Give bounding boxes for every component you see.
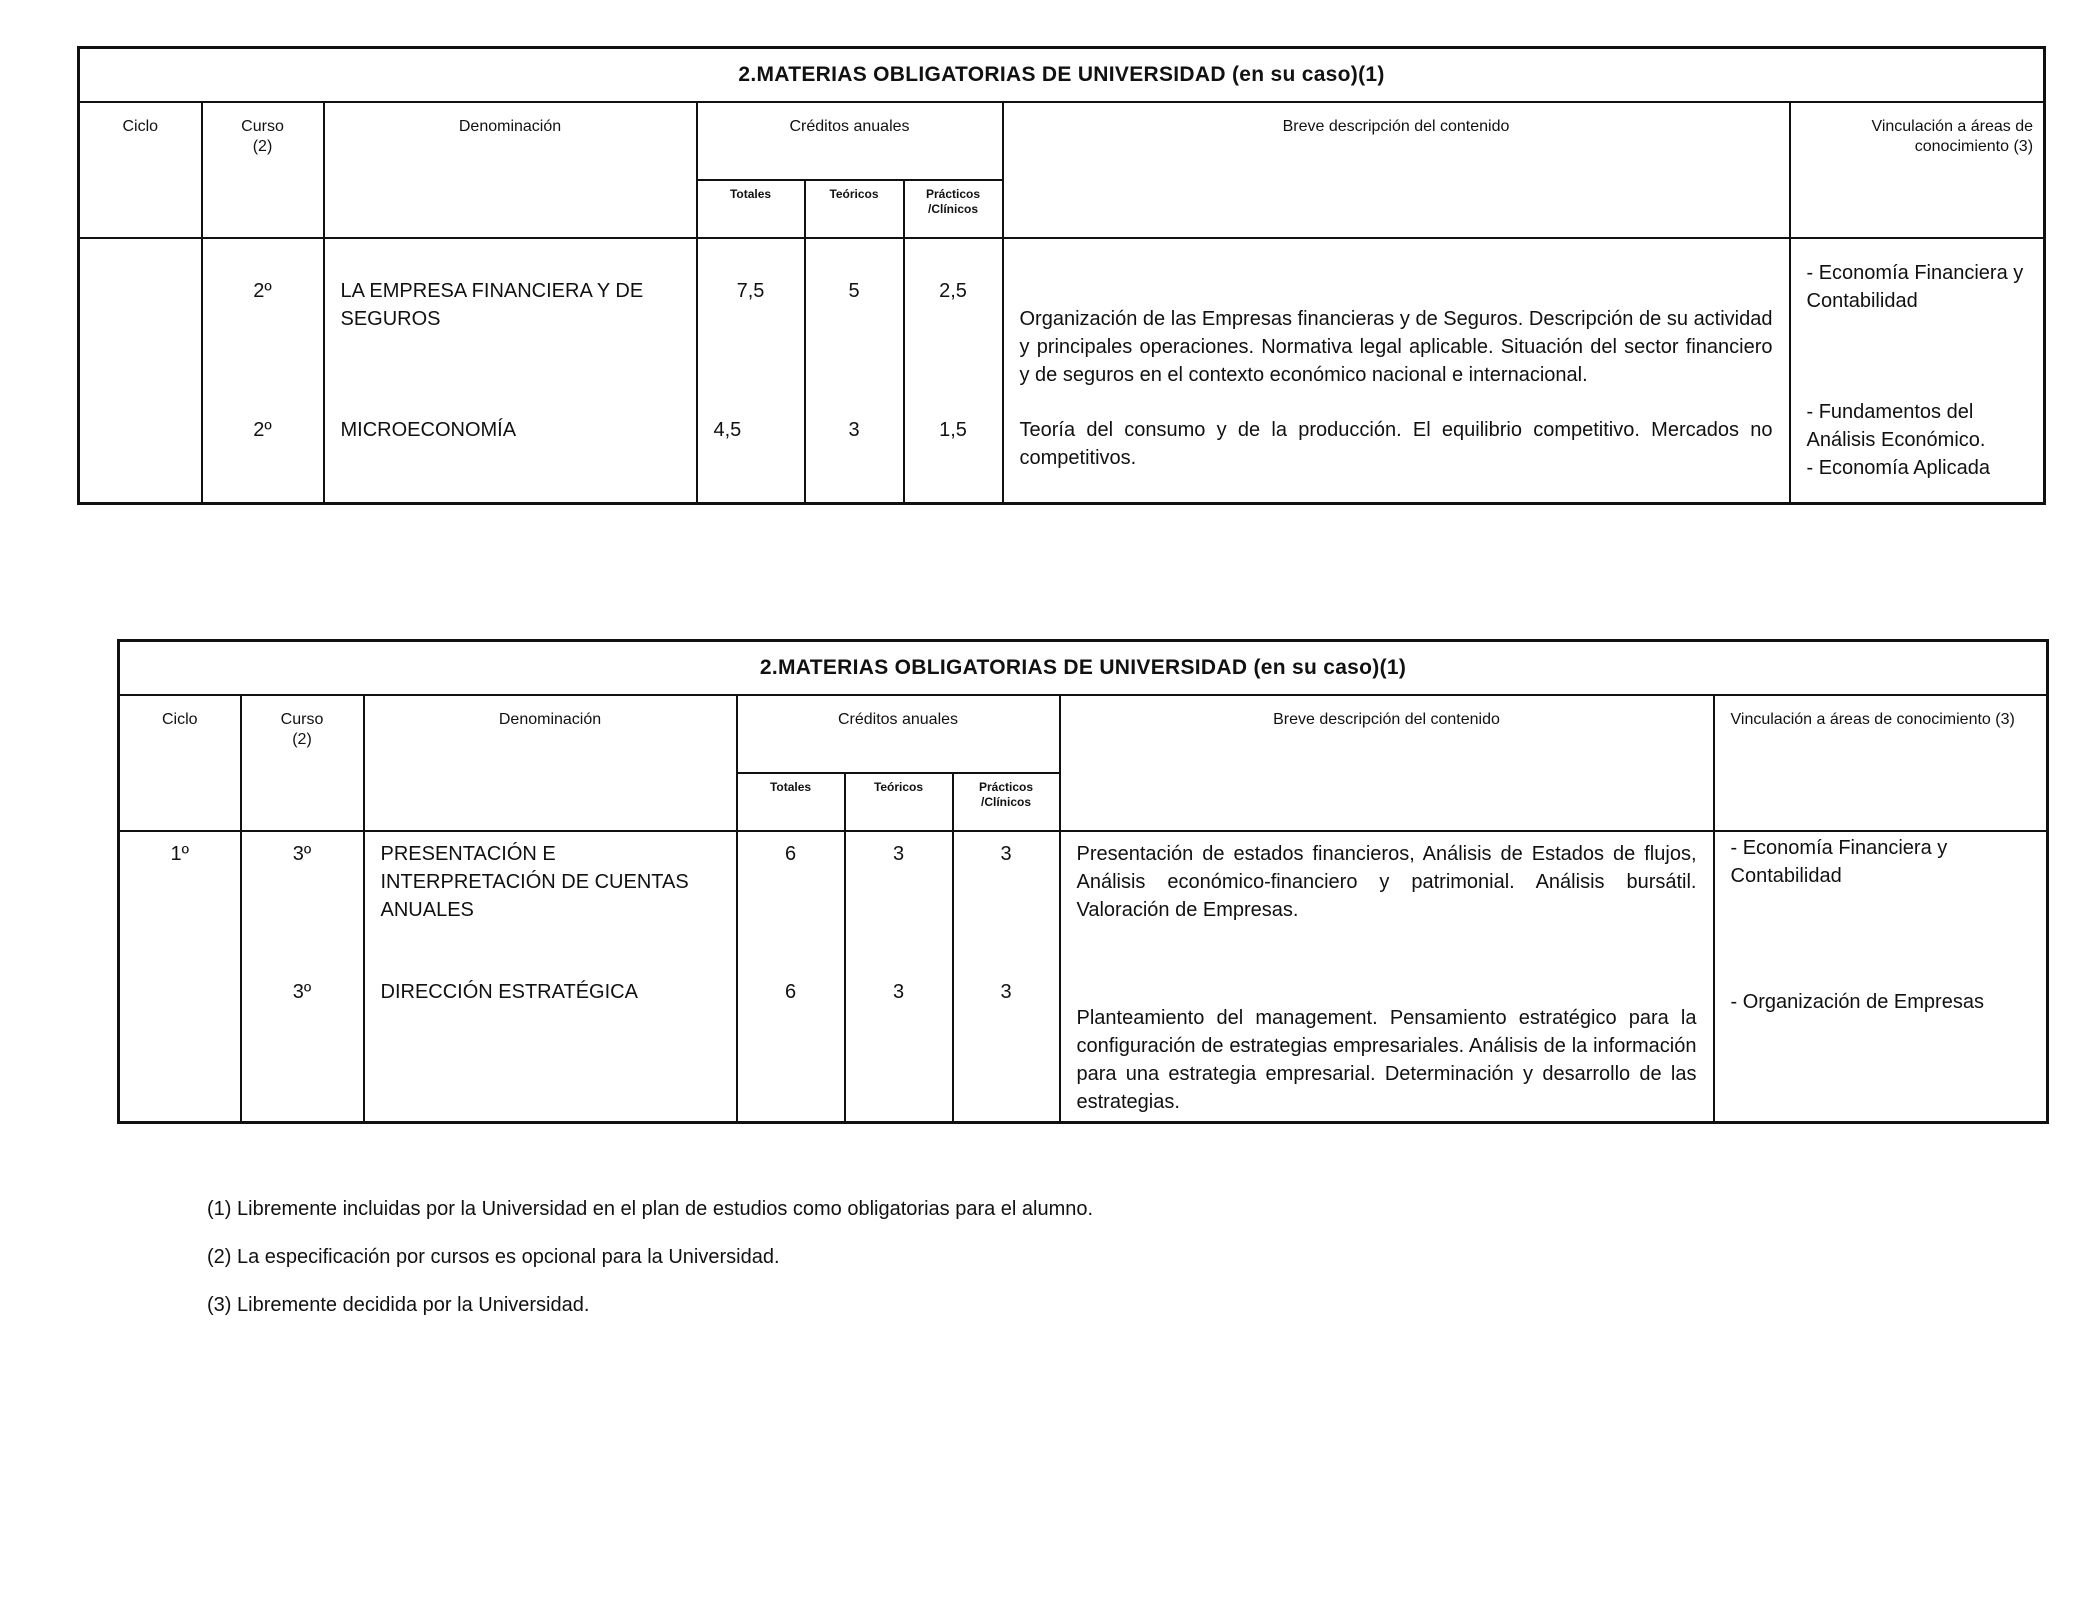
- cell-teoricos: [805, 238, 904, 504]
- header-curso: [202, 102, 324, 238]
- row2-teoricos: 3: [892, 981, 905, 1003]
- header-teoricos: Teóricos: [805, 180, 904, 238]
- row1-practicos: 3: [1000, 843, 1012, 865]
- row1-denominacion: LA EMPRESA FINANCIERA Y DE SEGUROS: [340, 280, 644, 330]
- header-teoricos: Teóricos: [845, 773, 953, 831]
- row2-practicos: 3: [1000, 981, 1012, 1003]
- cell-teoricos: [845, 831, 953, 1123]
- cell-denominacion: [324, 238, 697, 504]
- row2-descripcion: Teoría del consumo y de la producción. El equilibrio competitivo. Mercados no competitivos.: [1019, 419, 1773, 469]
- row2-denominacion: MICROECONOMÍA: [340, 419, 517, 441]
- header-curso-note: (2): [292, 731, 312, 748]
- row2-totales: 4,5: [713, 419, 742, 441]
- cell-practicos: [953, 831, 1060, 1123]
- header-creditos: Créditos anuales: [737, 695, 1060, 773]
- row2-curso: 3º: [292, 981, 312, 1003]
- footnote-3: (3) Libremente decidida por la Universidad.: [207, 1294, 590, 1316]
- header-denominacion: Denominación: [364, 695, 737, 831]
- header-clinicos-label: /Clínicos: [927, 202, 978, 216]
- row1-curso: 2º: [253, 280, 272, 302]
- header-ciclo: Ciclo: [119, 695, 241, 831]
- row1-teoricos: 3: [892, 843, 905, 865]
- footnote-2: (2) La especificación por cursos es opcional para la Universidad.: [207, 1246, 780, 1268]
- cell-descripcion: [1060, 831, 1714, 1123]
- cell-denominacion: [364, 831, 737, 1123]
- row2-teoricos: 3: [848, 419, 860, 441]
- cell-curso: [241, 831, 364, 1123]
- row1-vinculacion: - Economía Financiera y Contabilidad: [1806, 262, 2024, 312]
- row1-totales: 6: [784, 843, 797, 865]
- row1-practicos: 2,5: [939, 280, 967, 302]
- footnote-1: (1) Libremente incluidas por la Universidad en el plan de estudios como obligatorias para el alumno.: [207, 1198, 1094, 1220]
- header-clinicos-label: /Clínicos: [980, 795, 1031, 809]
- row1-vinculacion: - Economía Financiera y Contabilidad: [1730, 837, 1948, 887]
- table-row: [79, 238, 2045, 504]
- header-totales: Totales: [737, 773, 845, 831]
- header-denominacion: Denominación: [324, 102, 697, 238]
- header-practicos: [904, 180, 1003, 238]
- header-vinculacion: Vinculación a áreas de conocimiento (3): [1714, 695, 2048, 831]
- cell-ciclo: [119, 831, 241, 1123]
- table-title: 2.MATERIAS OBLIGATORIAS DE UNIVERSIDAD (en su caso)(1): [79, 48, 2045, 103]
- row1-totales: 7,5: [736, 280, 765, 302]
- cell-curso: [202, 238, 324, 504]
- header-ciclo: Ciclo: [79, 102, 202, 238]
- header-creditos: Créditos anuales: [697, 102, 1003, 180]
- row2-vinculacion: - Organización de Empresas: [1730, 991, 1984, 1013]
- cell-ciclo: [79, 238, 202, 504]
- cell-vinculacion: [1790, 238, 2045, 504]
- row1-teoricos: 5: [848, 280, 860, 302]
- row1-denominacion: PRESENTACIÓN E INTERPRETACIÓN DE CUENTAS ANUALES: [380, 843, 689, 921]
- table-title: 2.MATERIAS OBLIGATORIAS DE UNIVERSIDAD (en su caso)(1): [119, 641, 2048, 696]
- table-row: [119, 831, 2048, 1123]
- cell-descripcion: [1003, 238, 1790, 504]
- materias-table-1: [77, 46, 2046, 505]
- header-practicos-label: Prácticos: [978, 780, 1034, 794]
- row1-curso: 3º: [292, 843, 312, 865]
- cell-totales: [737, 831, 845, 1123]
- cell-practicos: [904, 238, 1003, 504]
- cell-totales: [697, 238, 805, 504]
- header-descripcion: Breve descripción del contenido: [1060, 695, 1714, 831]
- row2-vinculacion: - Fundamentos del Análisis Económico.: [1806, 401, 1986, 451]
- row2-descripcion: Planteamiento del management. Pensamiento estratégico para la configuración de estrategias empresariales. Análisis de la información para una estrategia empresarial. Determinación y desarrollo de las estrategias.: [1076, 1007, 1697, 1113]
- row2-curso: 2º: [253, 419, 272, 441]
- row1-ciclo: 1º: [170, 843, 189, 865]
- header-curso-label: Curso: [241, 118, 284, 135]
- header-practicos-label: Prácticos: [925, 187, 981, 201]
- row2-practicos: 1,5: [939, 419, 967, 441]
- header-descripcion: Breve descripción del contenido: [1003, 102, 1790, 238]
- header-curso-label: Curso: [280, 711, 324, 728]
- row2-vinculacion-2: - Economía Aplicada: [1806, 457, 1990, 479]
- header-totales: Totales: [697, 180, 805, 238]
- header-vinculacion: Vinculación a áreas de conocimiento (3): [1790, 102, 2045, 238]
- cell-vinculacion: [1714, 831, 2048, 1123]
- materias-table-2: [117, 639, 2049, 1124]
- row1-descripcion: Presentación de estados financieros, Análisis de Estados de flujos, Análisis económico-financiero y patrimonial. Análisis bursátil. Valoración de Empresas.: [1076, 843, 1697, 921]
- footnotes: [207, 1195, 1093, 1339]
- row2-totales: 6: [784, 981, 797, 1003]
- row2-denominacion: DIRECCIÓN ESTRATÉGICA: [380, 981, 638, 1003]
- header-curso-note: (2): [252, 138, 273, 155]
- header-curso: [241, 695, 364, 831]
- row1-descripcion: Organización de las Empresas financieras y de Seguros. Descripción de su actividad y principales operaciones. Normativa legal aplicable. Situación del sector financiero y de seguros en el contexto económico nacional e internacional.: [1019, 308, 1773, 386]
- header-practicos: [953, 773, 1060, 831]
